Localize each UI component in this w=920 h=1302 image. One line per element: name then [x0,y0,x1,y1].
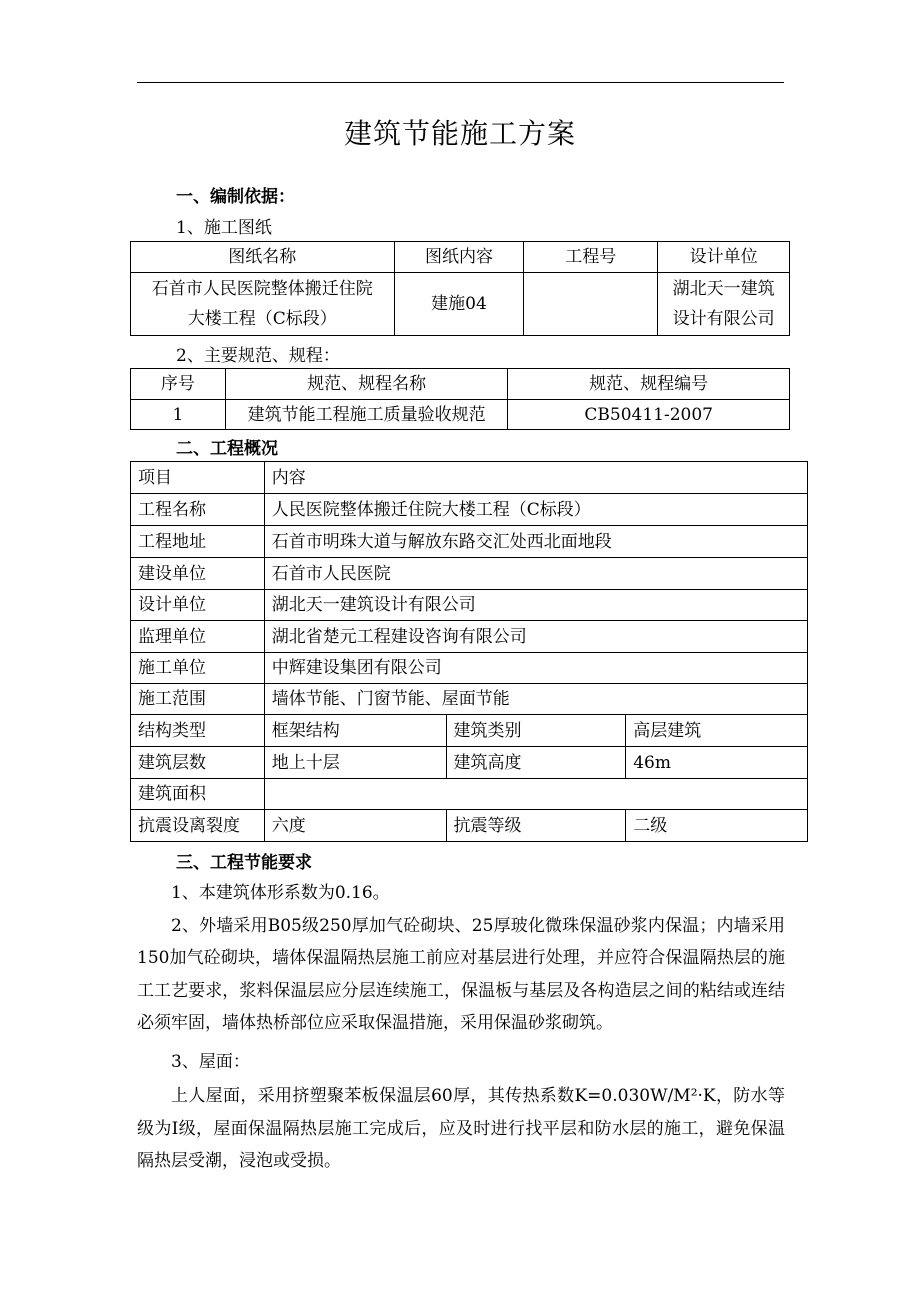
overview-row-area [131,779,808,810]
drawings-header-content: 图纸内容 [394,242,524,273]
height-value: 46m [626,747,808,779]
overview-value: 人民医院整体搬迁住院大楼工程（C标段） [264,494,807,526]
overview-row [131,621,808,653]
overview-label: 工程地址 [131,526,265,558]
drawings-name-line1: 石首市人民医院整体搬迁住院 [151,279,373,299]
overview-value: 湖北天一建筑设计有限公司 [264,590,807,621]
codes-table-row [131,400,790,430]
building-category-label: 建筑类别 [446,715,626,747]
overview-row [131,494,808,526]
floors-value: 地上十层 [264,747,446,779]
seismic-intensity-value: 六度 [264,810,446,842]
section3-para-3: 3、屋面： [171,1051,250,1072]
drawings-cell-unit [658,273,790,336]
drawings-cell-content: 建施04 [394,273,524,336]
codes-cell-code: CB50411-2007 [508,400,790,430]
struct-type-label: 结构类型 [131,715,265,747]
overview-value: 石首市明珠大道与解放东路交汇处西北面地段 [264,526,807,558]
overview-row-seismic [131,810,808,842]
overview-value: 湖北省楚元工程建设咨询有限公司 [264,621,807,653]
drawings-name-line2: 大楼工程（C标段） [187,309,337,329]
codes-header-code: 规范、规程编号 [508,369,790,400]
struct-type-value: 框架结构 [264,715,446,747]
overview-value: 内容 [264,462,807,494]
floors-label: 建筑层数 [131,747,265,779]
overview-label: 施工范围 [131,684,265,715]
drawings-unit-line1: 湖北天一建筑 [672,279,775,299]
drawings-unit-line2: 设计有限公司 [672,309,775,329]
overview-value: 墙体节能、门窗节能、屋面节能 [264,684,807,715]
seismic-grade-label: 抗震等级 [446,810,626,842]
section1-heading: 一、编制依据： [176,187,295,207]
overview-row [131,462,808,494]
section1-sub1: 1、施工图纸 [176,218,272,238]
overview-value: 石首市人民医院 [264,558,807,590]
codes-header-name: 规范、规程名称 [225,369,508,400]
overview-row [131,684,808,715]
section3-heading: 三、工程节能要求 [176,853,312,873]
codes-cell-name: 建筑节能工程施工质量验收规范 [225,400,508,430]
document-title: 建筑节能施工方案 [343,117,576,150]
section1-sub2: 2、主要规范、规程： [176,346,340,366]
drawings-header-unit: 设计单位 [658,242,790,273]
overview-label: 建设单位 [131,558,265,590]
drawings-header-name: 图纸名称 [131,242,395,273]
overview-label: 项目 [131,462,265,494]
overview-row-struct [131,715,808,747]
overview-label: 工程名称 [131,494,265,526]
drawings-cell-name [131,273,395,336]
seismic-grade-value: 二级 [626,810,808,842]
drawings-table-row [131,273,790,336]
height-label: 建筑高度 [446,747,626,779]
drawings-header-project-no: 工程号 [524,242,658,273]
section2-heading: 二、工程概况 [176,439,278,459]
overview-label: 设计单位 [131,590,265,621]
codes-cell-no: 1 [131,400,226,430]
section3-body [137,877,785,1178]
drawings-table [130,241,790,336]
overview-row [131,526,808,558]
overview-row [131,558,808,590]
section3-para-1: 1、本建筑体形系数为0.16。 [171,883,390,903]
drawings-cell-project-no [524,273,658,336]
overview-label: 监理单位 [131,621,265,653]
drawings-table-header [131,242,790,273]
section3-para-2: 2、外墙采用B05级250厚加气砼砌块、25厚玻化微珠保温砂浆内保温；内墙采用150加气砼砌块，墙体保温隔热层施工前应对基层进行处理，并应符合保温隔热层的施工工艺要求，浆料保温层应分层连续施工，保温板与基层及各构造层之间的粘结或连结必须牢固，墙体热桥部位应采取保温措施，采用保温砂浆砌筑。 [137,915,785,1033]
building-category-value: 高层建筑 [626,715,808,747]
area-value [264,779,807,810]
overview-value: 中辉建设集团有限公司 [264,653,807,684]
overview-row [131,653,808,684]
area-label: 建筑面积 [131,779,265,810]
seismic-intensity-label: 抗震设离裂度 [131,810,265,842]
codes-table-header [131,369,790,400]
codes-table [130,368,790,430]
overview-table [130,461,808,842]
overview-label: 施工单位 [131,653,265,684]
overview-row-floors [131,747,808,779]
section3-para-4: 上人屋面，采用挤塑聚苯板保温层60厚，其传热系数K=0.030W/M²·K，防水等级为Ⅰ级，屋面保温隔热层施工完成后，应及时进行找平层和防水层的施工，避免保温隔热层受潮，浸泡或受损。 [137,1086,785,1171]
header-rule [137,82,784,83]
overview-row [131,590,808,621]
codes-header-no: 序号 [131,369,226,400]
